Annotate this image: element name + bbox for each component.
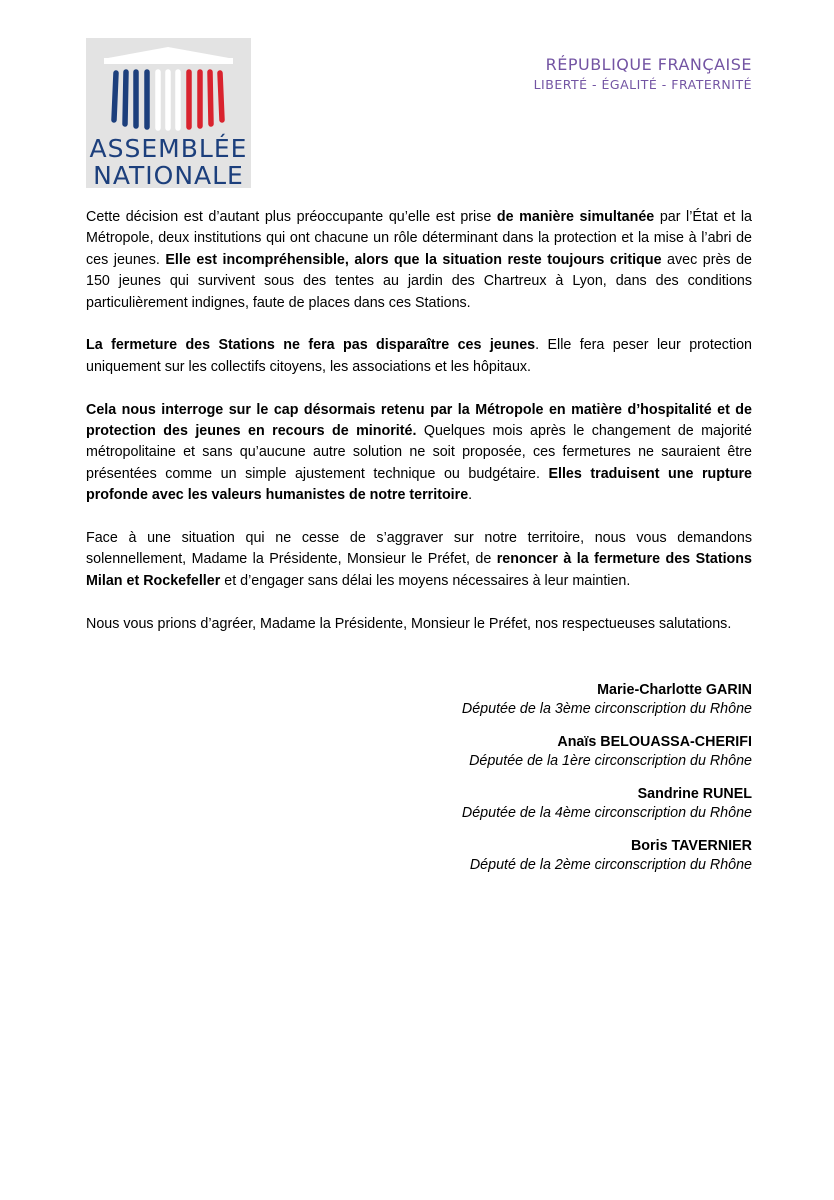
signatory-name: Boris TAVERNIER — [630, 838, 752, 854]
signatory-name: Sandrine RUNEL — [637, 786, 752, 802]
text-run: et d’engager sans délai les moyens nécessaires à leur maintien. — [220, 572, 631, 589]
hemicycle-columns-icon — [86, 38, 251, 135]
paragraph-4 — [86, 528, 752, 592]
text-run: par l’État et la Métropole, deux institutions qui ont chacune un rôle déterminant dans la protection et la mise à l’abri de ces jeunes. — [86, 209, 752, 268]
signature — [462, 681, 752, 719]
signatory-name: Marie-Charlotte GARIN — [597, 682, 752, 698]
signature-block — [462, 681, 752, 889]
text-run: avec près de 150 jeunes qui survivent sous des tentes au jardin des Chartreux à Lyon, dans des conditions particulièrement indignes, faute de places dans ces Stations. — [86, 251, 752, 311]
republique-motto: LIBERTÉ - ÉGALITÉ - FRATERNITÉ — [533, 77, 752, 92]
paragraph-3 — [86, 400, 752, 507]
bold-run: Cela nous interroge sur le cap désormais retenu par la Métropole en matière d’hospitalité et de protection des jeunes en recours de minorité. — [86, 401, 752, 440]
paragraph-1 — [86, 207, 752, 314]
text-run: . Elle fera peser leur protection uniquement sur les collectifs citoyens, les associations et les hôpitaux. — [86, 337, 752, 375]
bold-run: renoncer à la fermeture des Stations Milan et Rockefeller — [86, 551, 752, 589]
signatory-role: Députée de la 4ème circonscription du Rhône — [461, 805, 752, 821]
signatory-name: Anaïs BELOUASSA-CHERIFI — [557, 734, 752, 750]
paragraph-2 — [86, 335, 752, 378]
letter-body — [86, 207, 752, 656]
bold-run: Elle est incompréhensible, alors que la situation reste toujours critique — [165, 251, 662, 268]
signature — [462, 837, 752, 875]
text-run: Face à une situation qui ne cesse de s’aggraver sur notre territoire, nous vous demandons solennellement, Madame la Présidente, Monsieur le Préfet, de — [86, 530, 752, 568]
logo-text-line1: ASSEMBLÉE — [89, 134, 248, 163]
signatory-role: Députée de la 1ère circonscription du Rhône — [469, 753, 752, 769]
bold-run: de manière simultanée — [496, 209, 655, 225]
signatory-role: Député de la 2ème circonscription du Rhône — [469, 857, 752, 873]
bold-run: Elles traduisent une rupture profonde avec les valeurs humanistes de notre territoire — [86, 465, 752, 504]
signature — [462, 785, 752, 823]
logo-text-line2: NATIONALE — [93, 161, 244, 190]
closing-paragraph: Nous vous prions d’agréer, Madame la Présidente, Monsieur le Préfet, nos respectueuses salutations. — [86, 615, 732, 632]
republique-header — [534, 54, 752, 94]
signatory-role: Députée de la 3ème circonscription du Rhône — [461, 701, 752, 717]
republique-title: RÉPUBLIQUE FRANÇAISE — [545, 55, 752, 74]
text-run: . — [468, 487, 473, 504]
text-run: Cette décision est d’autant plus préoccupante qu’elle est prise — [86, 209, 497, 225]
assemblee-nationale-logo — [86, 38, 251, 188]
signature — [462, 733, 752, 771]
text-run: Quelques mois après le changement de majorité métropolitaine et sans qu’aucune autre solution ne soit proposée, ces fermetures ne sauraient être présentées comme un simple ajustement technique ou budgétaire. — [86, 423, 752, 482]
bold-run: La fermeture des Stations ne fera pas disparaître ces jeunes — [86, 337, 536, 354]
